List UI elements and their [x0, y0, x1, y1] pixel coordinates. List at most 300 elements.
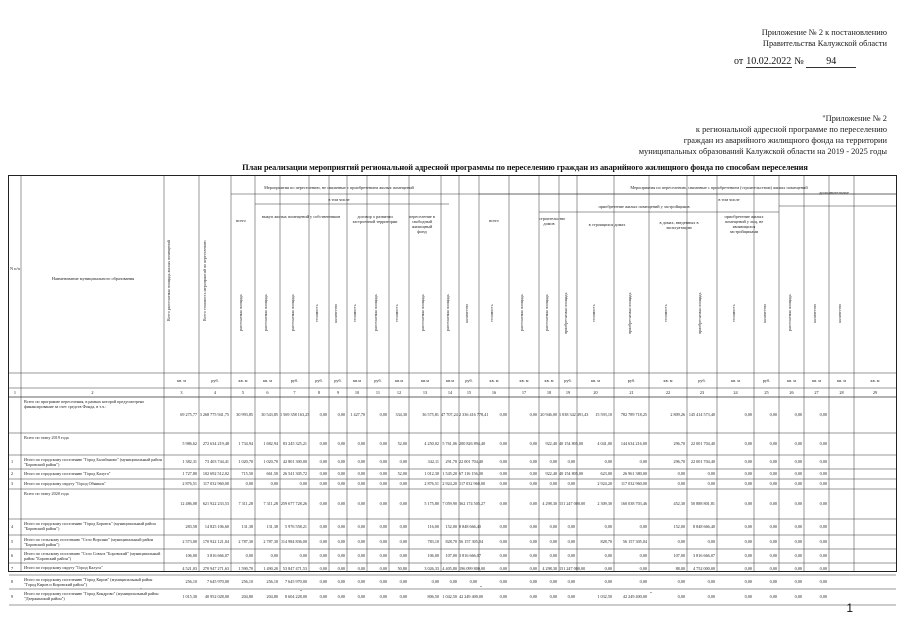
col-head-resettle: переселение в свободный жилищный фонд — [409, 214, 435, 234]
row-value: 0,00 — [769, 524, 777, 529]
row-value: 1 727,80 — [182, 471, 197, 476]
row-value: 0,00 — [819, 412, 827, 417]
appendix-line: Правительства Калужской области — [762, 39, 887, 48]
col-subhead: стоимость — [314, 304, 319, 322]
col-head-additional: дополнительное — [819, 190, 849, 195]
row-value: 0,00 — [529, 412, 537, 417]
row-value: 0,00 — [319, 471, 327, 476]
row-value: 1 015,30 — [182, 594, 197, 599]
unit-label: руб. — [627, 378, 636, 383]
row-value: 0,00 — [529, 501, 537, 506]
row-value: 0,00 — [567, 553, 575, 558]
row-value: 5 976 558,21 — [285, 524, 307, 529]
row-value: 26 961 380,00 — [622, 471, 647, 476]
row-value: 0,00 — [567, 594, 575, 599]
row-value: 73 403 744,41 — [204, 459, 229, 464]
row-value: 0,00 — [549, 579, 557, 584]
decree-number: 94 — [806, 56, 856, 68]
row-value: 0,00 — [319, 524, 327, 529]
row-name: Итого по городскому поселению "Город Калуга" — [24, 471, 111, 476]
row-value: 47 707,24 — [441, 412, 458, 417]
unit-label: руб. — [334, 378, 342, 383]
row-value: 0,00 — [639, 566, 647, 571]
row-value: 0,00 — [469, 579, 477, 584]
row-value: 0,00 — [744, 412, 752, 417]
row-value: 0,00 — [549, 553, 557, 558]
col-head-total-cost: Всего стоимость мероприятий по переселению — [202, 240, 207, 322]
row-value: 0,00 — [379, 524, 387, 529]
row-number: 5 — [11, 539, 14, 544]
row-value: 0,00 — [744, 441, 752, 446]
table-row — [9, 455, 896, 469]
row-value: 0,00 — [529, 539, 537, 544]
col-subhead: стоимость — [590, 304, 596, 322]
row-value: 0,00 — [337, 539, 345, 544]
row-value: 0,00 — [567, 481, 575, 486]
row-value: 3 816 666,07 — [693, 553, 715, 558]
row-value: 0,00 — [707, 579, 715, 584]
row-value: 22 001 704,40 — [690, 441, 715, 446]
row-value: 342,11 — [427, 459, 439, 464]
unit-label: кв. м — [591, 378, 600, 383]
row-value: 1 545,20 — [442, 471, 457, 476]
page-number: 1 — [846, 601, 853, 615]
unit-label: руб. — [374, 378, 382, 383]
program-note — [639, 113, 887, 157]
row-value: 56 157 305,04 — [622, 539, 647, 544]
row-value: 0,00 — [379, 471, 387, 476]
unit-label: руб. — [315, 378, 323, 383]
row-value: 0,00 — [337, 524, 345, 529]
col-subhead: стоимость — [663, 304, 668, 322]
col-subhead: количество — [333, 303, 338, 323]
document-title: План реализации мероприятий региональной адресной программы по переселению граждан из аварийного жилищного фонда по способам переселения — [242, 163, 808, 172]
row-value: 0,00 — [677, 471, 685, 476]
row-value: 0,00 — [245, 481, 253, 486]
row-value: 36 575,81 — [422, 412, 439, 417]
row-value: 0,00 — [794, 481, 802, 486]
row-value: 0,00 — [819, 539, 827, 544]
row-value: 0,00 — [319, 579, 327, 584]
row-value: 0,00 — [769, 579, 777, 584]
row-value: 151 247 000,00 — [559, 501, 586, 506]
row-value: 0,00 — [744, 553, 752, 558]
row-value: 0,00 — [567, 459, 575, 464]
row-value: 14 825 106,60 — [204, 524, 229, 529]
row-value: 0,00 — [744, 539, 752, 544]
row-value: 22 001 704,40 — [690, 459, 715, 464]
row-value: 828,70 — [445, 539, 457, 544]
row-value: 30 993,85 — [236, 412, 253, 417]
row-value: 0,00 — [819, 471, 827, 476]
row-name: Итого по городскому округу "Город Калуга" — [24, 565, 103, 570]
row-value: 0,00 — [744, 524, 752, 529]
row-value: 0,00 — [819, 553, 827, 558]
row-name: Итого по городскому поселению "Город Кондрово" (муниципальный район "Дзержинский район") — [24, 591, 159, 601]
unit-label: руб. — [290, 378, 299, 383]
row-value: 0,00 — [499, 539, 507, 544]
col-subhead: приобретаемая площадь — [697, 292, 702, 334]
unit-label: кв. м — [177, 378, 186, 383]
row-value: 0,00 — [794, 566, 802, 571]
col-subhead: расселяемая площадь — [262, 294, 268, 332]
table-row — [9, 549, 896, 563]
row-value: 0,00 — [319, 566, 327, 571]
row-value: 0,00 — [357, 566, 365, 571]
row-value: 3 268 775 941,75 — [199, 412, 229, 417]
row-value: 272 634 219,48 — [202, 441, 229, 446]
program-line: граждан из аварийного жилищного фонда на территории — [683, 136, 887, 145]
row-value: 52,00 — [397, 471, 407, 476]
row-value: 0,00 — [604, 524, 612, 529]
row-value: 8 604 228,00 — [285, 594, 307, 599]
row-value: 1 020,70 — [238, 459, 253, 464]
row-value: 160 038 703,46 — [620, 501, 647, 506]
unit-label: руб. — [564, 378, 572, 383]
row-value: 7 645 970,00 — [285, 579, 307, 584]
row-value: 0,00 — [769, 539, 777, 544]
col-number: 1 — [13, 390, 17, 395]
row-value: 0,00 — [319, 459, 327, 464]
unit-label: кв. м — [837, 378, 846, 383]
row-value: 1 569 358 163,25 — [280, 412, 310, 417]
row-value: 0,00 — [319, 481, 327, 486]
col-number: 19 — [565, 390, 571, 395]
row-value: 53 847 471,53 — [282, 566, 307, 571]
row-value: 50,80 — [397, 566, 407, 571]
row-number: 6 — [11, 553, 14, 558]
unit-label: кв.м — [353, 378, 361, 383]
row-number: 9 — [11, 594, 14, 599]
unit-label: руб. — [465, 378, 473, 383]
row-value: 0,00 — [319, 594, 327, 599]
row-value: 1 590,70 — [238, 566, 253, 571]
col-subhead: стоимость — [730, 304, 736, 322]
row-value: 0,00 — [677, 579, 685, 584]
row-value: 0,00 — [357, 579, 365, 584]
row-value: 1 427,70 — [350, 412, 365, 417]
col-head-group2: Мероприятия по переселению, связанные с приобретением (строительством) жилых помещений — [630, 185, 808, 190]
row-value: 452,30 — [673, 501, 685, 506]
table-row — [9, 397, 896, 433]
row-value: 0,00 — [379, 566, 387, 571]
row-value: 2 924,20 — [442, 481, 457, 486]
row-name: Всего по этапу 2020 года — [24, 491, 69, 496]
row-value: 0,00 — [819, 481, 827, 486]
row-value: 1 490,20 — [263, 566, 278, 571]
row-value: 1 042,50 — [442, 594, 457, 599]
row-value: 42 801 300,00 — [282, 459, 307, 464]
row-value: 88,00 — [675, 566, 685, 571]
row-value: 0,00 — [337, 471, 345, 476]
row-value: 0,00 — [769, 471, 777, 476]
row-value: 291,70 — [445, 459, 457, 464]
row-value: 922,40 — [545, 441, 557, 446]
row-value: 283,58 — [185, 524, 197, 529]
row-name: Итого по сельскому поселению "Село Совхоз "Боровский" (муниципальный район "Боровский район") — [24, 551, 161, 561]
row-value: 0,00 — [819, 459, 827, 464]
col-number: 4 — [213, 390, 217, 395]
row-value: 0,00 — [499, 471, 507, 476]
col-number: 11 — [375, 390, 381, 395]
row-value: 3 816 666,07 — [459, 553, 481, 558]
row-value: 0,00 — [431, 579, 439, 584]
appendix-note — [762, 27, 887, 49]
table-row — [9, 489, 896, 519]
row-value: 0,00 — [769, 566, 777, 571]
row-value: 0,00 — [677, 539, 685, 544]
row-value: 0,00 — [529, 553, 537, 558]
row-value: 8 848 666,40 — [459, 524, 481, 529]
row-value: 0,00 — [794, 553, 802, 558]
row-value: 782 789 718,25 — [620, 412, 647, 417]
col-subhead: расселяемая площадь — [238, 294, 243, 332]
row-value: 296,70 — [673, 441, 685, 446]
col-subhead: количество — [464, 303, 469, 323]
row-value: 0,00 — [379, 539, 387, 544]
row-value: 117 032 960,00 — [620, 481, 647, 486]
row-value: 1 734,94 — [238, 441, 253, 446]
row-value: 0,00 — [379, 441, 387, 446]
row-value: 621 922 233,53 — [202, 501, 229, 506]
row-value: 42 249 400,00 — [459, 594, 484, 599]
row-value: 256,10 — [185, 579, 197, 584]
row-value: 114 984 836,00 — [280, 539, 307, 544]
row-value: 0,00 — [744, 501, 752, 506]
row-name: Итого по городскому поселению "Город Боровск" (муниципальный район "Боровский район") — [24, 521, 156, 531]
col-number: 23 — [699, 390, 705, 395]
row-value: 4 298,30 — [542, 566, 557, 571]
row-value: 0,00 — [337, 441, 345, 446]
row-value: 0,00 — [819, 594, 827, 599]
col-subhead: расселяемая площадь — [445, 294, 450, 332]
row-value: 0,00 — [744, 481, 752, 486]
row-value: 20 946,00 — [540, 412, 557, 417]
row-value: 0,00 — [769, 553, 777, 558]
row-value: 1 682,94 — [263, 441, 278, 446]
row-value: 0,00 — [337, 501, 345, 506]
row-value: 40 154 805,00 — [559, 441, 584, 446]
row-value: 30 543,85 — [261, 412, 278, 417]
row-value: 0,00 — [337, 459, 345, 464]
row-value: 0,00 — [707, 471, 715, 476]
row-value: 4 521,03 — [182, 566, 197, 571]
unit-label: кв. м — [489, 378, 499, 383]
row-value: 0,00 — [379, 553, 387, 558]
table-row — [9, 589, 896, 605]
row-value: 0,00 — [639, 579, 647, 584]
row-value: 0,00 — [604, 459, 612, 464]
row-value: 0,00 — [794, 594, 802, 599]
col-subhead: приобретаемая площадь — [626, 292, 632, 334]
row-value: 0,00 — [379, 459, 387, 464]
row-value: 2 787,30 — [238, 539, 253, 544]
row-value: 50 888 801,81 — [690, 501, 715, 506]
row-value: 0,00 — [819, 566, 827, 571]
number-sign: № — [794, 56, 804, 67]
unit-label: кв. м — [544, 378, 554, 383]
row-value: 0,00 — [379, 481, 387, 486]
unit-label: кв.м — [421, 378, 429, 383]
row-value: 0,00 — [549, 524, 557, 529]
row-value: 42 249 400,00 — [622, 594, 647, 599]
row-value: 0,00 — [379, 412, 387, 417]
row-value: 0,00 — [399, 539, 407, 544]
row-value: 4 298,30 — [542, 501, 557, 506]
row-value: 56 157 305,04 — [459, 539, 484, 544]
row-value: 806,50 — [427, 594, 439, 599]
row-value: 0,00 — [707, 481, 715, 486]
row-value: 4 405,80 — [442, 566, 457, 571]
row-value: 0,00 — [337, 412, 345, 417]
col-subhead: количество — [836, 303, 842, 323]
row-number: 8 — [11, 579, 14, 584]
row-value: 0,00 — [399, 481, 407, 486]
row-value: 170 922 121,04 — [202, 539, 229, 544]
row-value: 0,00 — [529, 594, 537, 599]
row-value: 116,00 — [427, 524, 439, 529]
col-subhead: стоимость — [489, 304, 494, 322]
row-value: 0,00 — [819, 579, 827, 584]
row-value: 0,00 — [499, 594, 507, 599]
row-value: 7 311,28 — [238, 501, 253, 506]
row-value: 196 099 800,00 — [459, 566, 486, 571]
row-value: 0,00 — [529, 566, 537, 571]
col-number: 24 — [733, 390, 738, 395]
col-number: 16 — [491, 390, 497, 395]
row-value: 270 947 271,63 — [202, 566, 229, 571]
row-value: 83 245 325,21 — [282, 441, 307, 446]
row-value: 0,00 — [270, 481, 278, 486]
col-head-name: Наименование муниципального образования — [51, 276, 135, 281]
col-number: 8 — [317, 390, 321, 395]
row-value: 12 486,08 — [180, 501, 197, 506]
row-value: 7 059,90 — [442, 501, 457, 506]
row-value: 0,00 — [357, 481, 365, 486]
row-value: 107,00 — [673, 553, 685, 558]
col-number: 21 — [629, 390, 634, 395]
col-head-buyout: выкуп жилых помещений у собственников — [261, 214, 341, 219]
row-value: 144 634 216,00 — [620, 441, 647, 446]
row-value: 8 848 666,40 — [693, 524, 715, 529]
row-number: 4 — [11, 524, 14, 529]
row-value: 106,00 — [185, 553, 197, 558]
col-subhead: расселяемая площадь — [544, 294, 549, 332]
row-value: 0,00 — [337, 579, 345, 584]
appendix-line: Приложение № 2 к постановлению — [761, 28, 887, 37]
row-value: 2 573,00 — [182, 539, 197, 544]
row-value: 117 032 960,00 — [459, 481, 486, 486]
col-head-in-number: в том числе — [328, 197, 350, 202]
col-subhead: количество — [811, 303, 817, 323]
row-value: 623,00 — [600, 471, 612, 476]
row-value: 40 154 805,00 — [559, 471, 584, 476]
col-number: 6 — [266, 390, 269, 395]
unit-label: руб. — [762, 378, 771, 383]
row-value: 0,00 — [499, 524, 507, 529]
col-subhead: приобретаемая площадь — [563, 292, 568, 334]
col-head-vsego: всего — [236, 218, 246, 223]
row-value: 0,00 — [677, 481, 685, 486]
row-value: 0,00 — [567, 539, 575, 544]
row-value: 0,00 — [529, 524, 537, 529]
row-value: 102 692 512,02 — [202, 471, 229, 476]
row-value: 4 250,02 — [424, 441, 439, 446]
row-value: 5 761,06 — [442, 441, 457, 446]
row-value: 715,50 — [241, 471, 253, 476]
row-value: 0,00 — [357, 539, 365, 544]
unit-label: кв. м — [263, 378, 272, 383]
row-value: 0,00 — [399, 594, 407, 599]
date-prefix: от — [734, 56, 744, 67]
col-number: 9 — [336, 390, 340, 395]
row-value: 0,00 — [549, 594, 557, 599]
table-row — [9, 519, 896, 535]
row-name: Итого по городскому округу "Город Обнинск" — [24, 481, 107, 486]
unit-label: кв.м — [446, 378, 454, 383]
col-head-purchase: приобретение жилых помещений у застройщиков — [598, 204, 690, 209]
col-head-built: в домах, введенных в эксплуатацию — [659, 220, 699, 230]
row-value: 0,00 — [499, 501, 507, 506]
row-value: 0,00 — [769, 594, 777, 599]
unit-label: кв. м — [663, 378, 673, 383]
row-value: 0,00 — [794, 441, 802, 446]
row-value: 0,00 — [639, 553, 647, 558]
unit-label: кв.м — [395, 378, 403, 383]
row-value: 2 876,51 — [424, 481, 439, 486]
col-subhead: расселяемая площадь — [373, 294, 378, 332]
row-value: 2 809,26 — [670, 412, 685, 417]
row-value: 0,00 — [379, 594, 387, 599]
row-name: Всего по этапу 2019 года — [24, 435, 69, 440]
row-value: 131,38 — [241, 524, 253, 529]
program-line: "Приложение № 2 — [822, 114, 887, 123]
row-value: 5 986,62 — [182, 441, 197, 446]
col-head-num: N п/п — [10, 266, 20, 271]
row-value: 0,00 — [794, 524, 802, 529]
row-value: 2 309,30 — [597, 501, 612, 506]
col-number: 14 — [447, 390, 453, 395]
row-value: 922,40 — [545, 471, 557, 476]
col-subhead: количество — [761, 303, 767, 323]
unit-label: кв. м — [519, 378, 529, 383]
row-value: 69 275,77 — [180, 412, 197, 417]
row-value: 0,00 — [819, 441, 827, 446]
row-value: 151 247 000,00 — [559, 566, 586, 571]
row-value: 106,00 — [427, 553, 439, 558]
row-value: 0,00 — [499, 441, 507, 446]
row-value: 0,00 — [529, 441, 537, 446]
decree-date: 10.02.2022 — [746, 56, 792, 67]
row-value: 0,00 — [744, 566, 752, 571]
row-number: 7 — [11, 566, 14, 571]
row-value: 0,00 — [337, 481, 345, 486]
row-value: 0,00 — [319, 539, 327, 544]
row-value: 0,00 — [270, 553, 278, 558]
row-value: 204,80 — [266, 594, 278, 599]
row-value: 4 752 000,00 — [693, 566, 715, 571]
row-value: 0,00 — [399, 459, 407, 464]
row-value: 0,00 — [357, 553, 365, 558]
table-row — [9, 479, 896, 489]
col-number: 2 — [91, 390, 94, 395]
row-value: 0,00 — [819, 524, 827, 529]
table-row — [9, 433, 896, 455]
row-value: 152,00 — [445, 524, 457, 529]
row-value: 0,00 — [769, 501, 777, 506]
row-value: 0,00 — [707, 594, 715, 599]
row-value: 0,00 — [399, 501, 407, 506]
